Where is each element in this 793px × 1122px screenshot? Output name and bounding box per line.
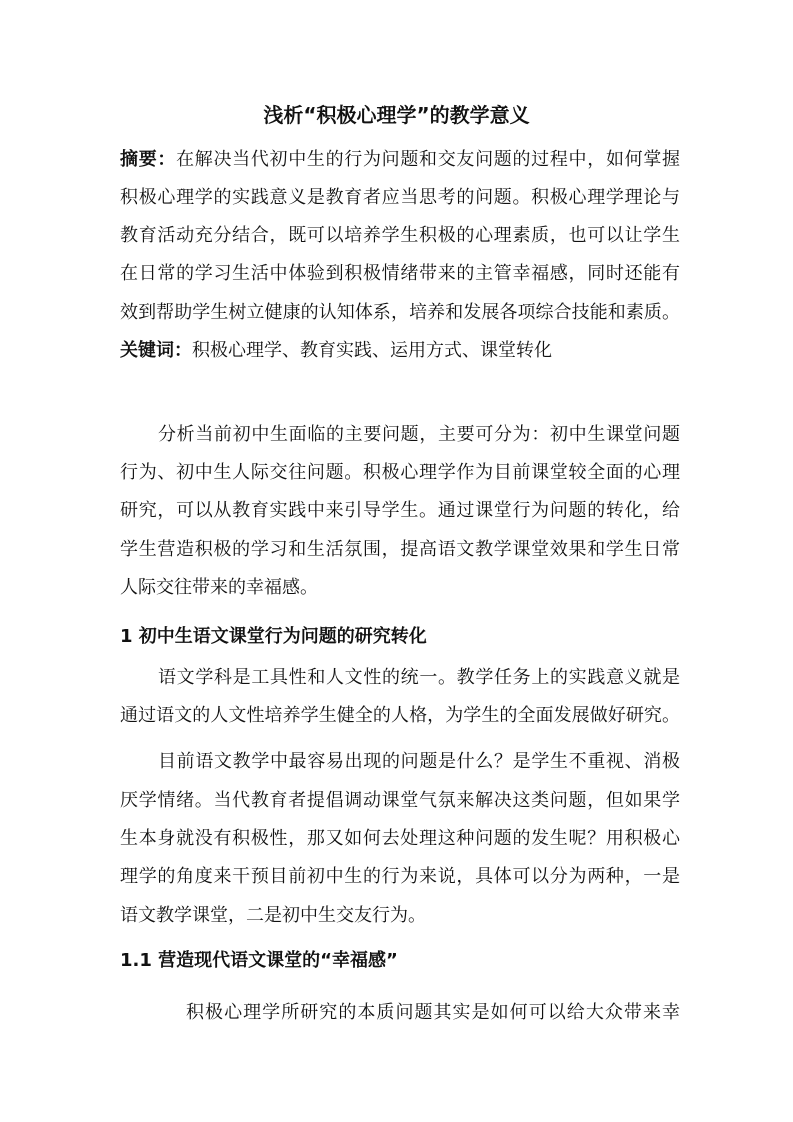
subsection-heading: 1.1 营造现代语文课堂的“幸福感” — [120, 950, 398, 971]
document-title: 浅析“积极心理学”的教学意义 — [263, 103, 530, 127]
body-line: 厌学情绪。当代教育者提倡调动课堂气氛来解决这类问题，但如果学 — [120, 790, 680, 811]
body-line: 目前语文教学中最容易出现的问题是什么？是学生不重视、消极 — [158, 751, 680, 772]
body-line: 通过语文的人文性培养学生健全的人格，为学生的全面发展做好研究。 — [120, 705, 680, 726]
keywords-label: 关键词： — [120, 340, 192, 361]
abstract-line: 积极心理学的实践意义是教育者应当思考的问题。积极心理学理论与 — [120, 187, 680, 208]
keywords-line — [120, 336, 680, 366]
intro-line: 研究，可以从教育实践中来引导学生。通过课堂行为问题的转化，给 — [120, 500, 680, 521]
intro-line: 人际交往带来的幸福感。 — [120, 577, 318, 598]
abstract-text: 在解决当代初中生的行为问题和交友问题的过程中，如何掌握 — [176, 149, 681, 170]
section-heading: 1 初中生语文课堂行为问题的研究转化 — [120, 626, 427, 647]
abstract-line — [120, 145, 680, 175]
body-line: 理学的角度来干预目前初中生的行为来说，具体可以分为两种，一是 — [120, 866, 680, 887]
keywords-text: 积极心理学、教育实践、运用方式、课堂转化 — [192, 340, 552, 361]
intro-line: 行为、初中生人际交往问题。积极心理学作为目前课堂较全面的心理 — [120, 462, 680, 483]
abstract-label: 摘要： — [120, 149, 177, 170]
abstract-line: 教育活动充分结合，既可以培养学生积极的心理素质，也可以让学生 — [120, 225, 680, 246]
body-line: 语文学科是工具性和人文性的统一。教学任务上的实践意义就是 — [158, 667, 680, 688]
body-line: 语文教学课堂，二是初中生交友行为。 — [120, 905, 426, 926]
abstract-line: 在日常的学习生活中体验到积极情绪带来的主管幸福感，同时还能有 — [120, 263, 680, 284]
intro-line: 分析当前初中生面临的主要问题，主要可分为：初中生课堂问题 — [158, 424, 680, 445]
intro-line: 学生营造积极的学习和生活氛围，提高语文教学课堂效果和学生日常 — [120, 539, 680, 560]
body-line: 生本身就没有积极性，那又如何去处理这种问题的发生呢？用积极心 — [120, 828, 680, 849]
body-line: 积极心理学所研究的本质问题其实是如何可以给大众带来幸 — [186, 1002, 680, 1023]
abstract-line: 效到帮助学生树立健康的认知体系，培养和发展各项综合技能和素质。 — [120, 302, 680, 323]
